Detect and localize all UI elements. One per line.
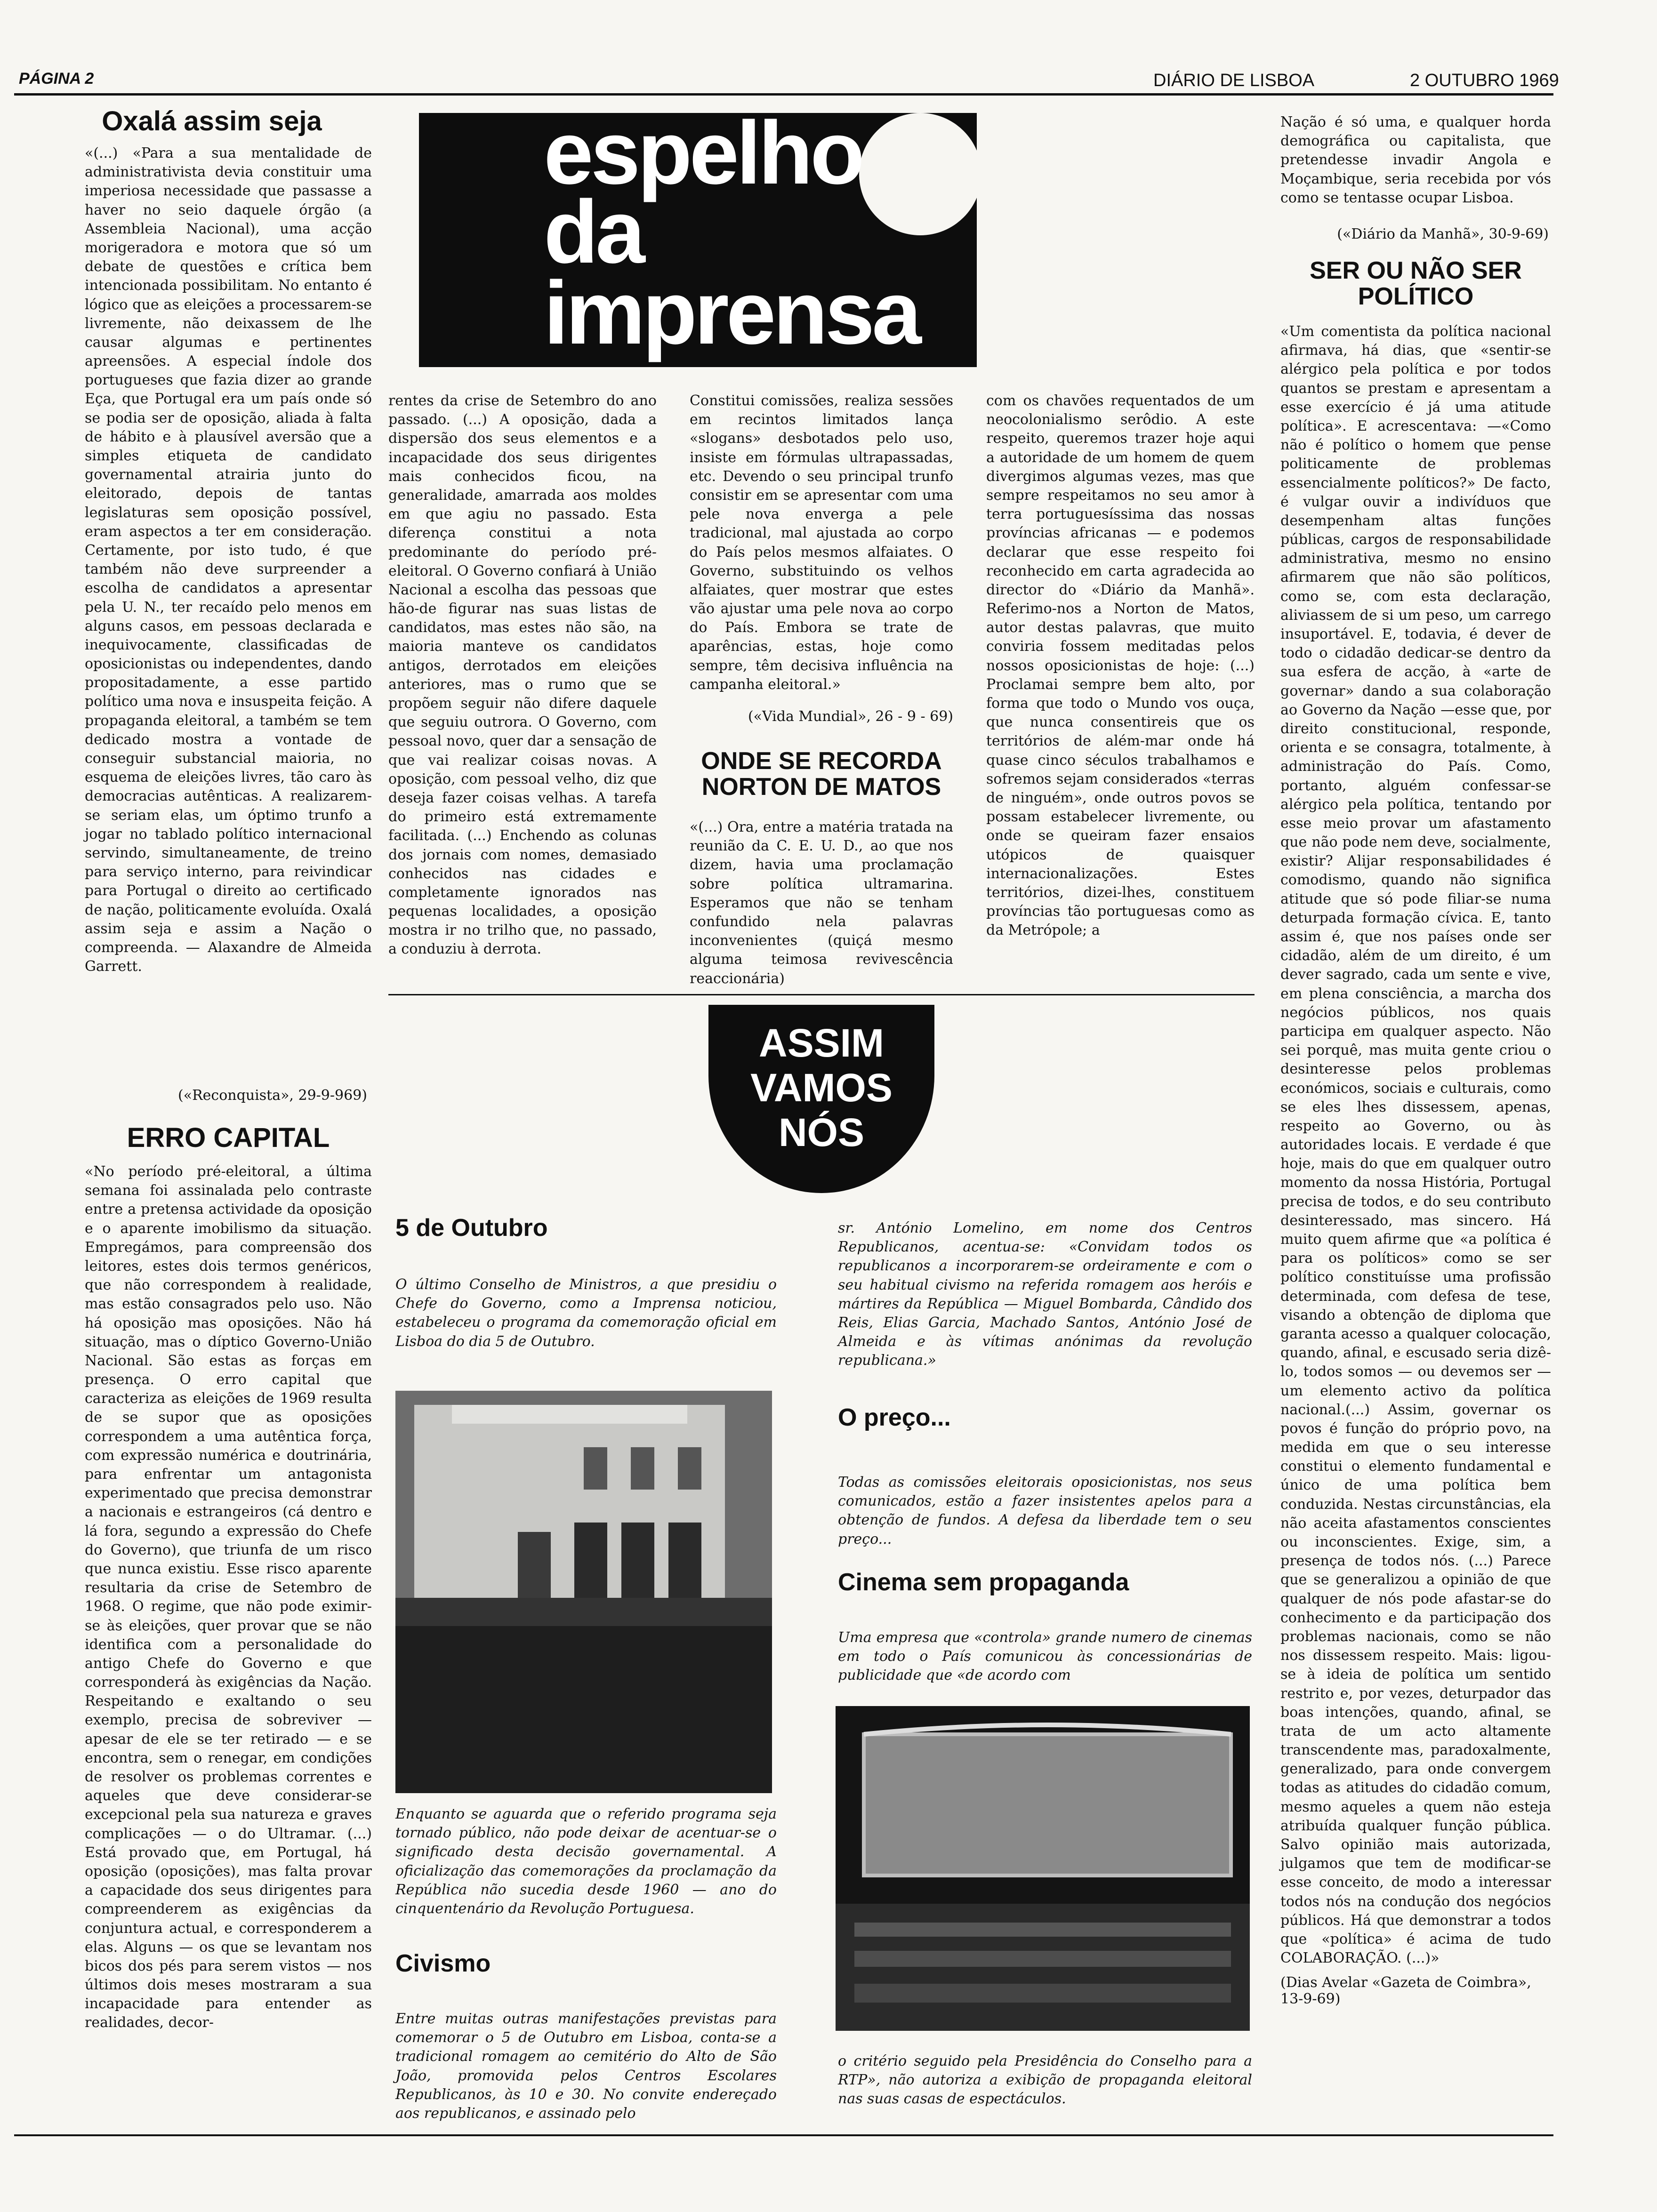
article-column-5-top: Nação é só uma, e qualquer horda demográfica ou capitalista, que pretendesse invadir Angola e Moçambique, seria recebida por vós como se tentasse ocupar Lisboa. (1280, 114, 1551, 206)
article-ser-ou-nao-ser-politico: «Um comentista da política nacional afirmava, há dias, que «sentir-se alérgico pela política e por todos quantos se prestam e apresentam a esse exercício é já uma atitude política». E acrescentava: —«Como não é político o homem que pense politicamente de problemas essencialmente políticos?» De facto, é vulgar ouvir a indivíduos que desempenham altas funções públicas, cargos de responsabilidade administrativa, mesmo no ensino afirmarem que não são políticos, como se, com esta declaração, aliviassem de si um peso, um carrego insuportável. E, todavia, é dever de todo o cidadão dedicar-se dentro da sua esfera de acção, à «arte de governar» dando a sua colaboração ao Governo da Nação —esse que, por direito constitucional, responde, orienta e se consagra, totalmente, à administração do País. Como, portanto, alguém confessar-se alérgico pela política, tentando por esse meio provar um afastamento que não pode nem deve, socialmente, existir? Alijar responsabilidades é comodismo, quando não significa atitude que só pode filiar-se numa deturpada formação cívica. E, tanto assim é, que nos países onde ser cidadão, além de um direito, é um dever sagrado, cada um sente e vive, em plena consciência, a marcha dos negócios públicos, nos quais participa em qualquer aspecto. Não sei porquê, mas muita gente criou o desinteresse pelos problemas económicos, sociais e culturais, como se eles lhes dissessem, apenas, respeito ao Governo, ou às autoridades locais. E verdade é que hoje, mais do que em qualquer outro momento da nossa História, Portugal precisa de todos, e do seu contributo desinteressado, mas sincero. Há muito quem afirme que «a política é para os políticos» como se ser político constituísse uma profissão determinada, com defesa de tese, visando a obtenção de diploma que garanta acesso a qualquer colocação, quando, afinal, e escusado seria dizê-lo, todos somos — ou devemos ser — um elemento activo da política nacional.(...) Assim, governar os povos é função do próprio povo, na medida em que o seu interesse constitui o elemento fundamental e único de uma política bem conduzida. Nestas circunstâncias, ela não aceita afastamentos conscientes ou inconscientes. Exige, sim, a presença de todos nós. (...) Parece que se generalizou a opinião de que qualquer de nós pode afastar-se do conhecimento e da participação dos problemas nacionais, como se não nos dissessem respeito. Mais: ligou-se à ideia de política um sentido restrito e, por vezes, deturpador das boas intenções, quando, afinal, se trata de um acto altamente transcendente mas, paradoxalmente, generalizado, para onde convergem todas as atitudes do cidadão comum, mesmo aqueles a quem não esteja atribuída qualquer função pública. Salvo opinião mais autorizada, julgamos que tem de modificar-se esse conceito, de modo a interessar todos nós na condução dos negócios públicos. Há que demonstrar a todos que «política» é acima de tudo COLABORAÇÃO. (...)» (1280, 323, 1551, 1967)
article-erro-capital: «No período pré-eleitoral, a última semana foi assinalada pelo contraste entre a pretensa actividade da oposição e o aparente imobilismo da situação. Empregámos, para compreensão dos leitores, estes dois termos genéricos, que não correspondem à realidade, mas estão consagrados pelo uso. Não há oposição mas oposições. Não há situação, mas o díptico Governo-União Nacional. São estas as forças em presença. O erro capital que caracteriza as eleições de 1969 resulta de se supor que as oposições correspondem a uma autêntica força, com expressão numérica e doutrinária, para enfrentar um antagonista experimentado que precisa demonstrar a nacionais e estrangeiros (cá dentro e lá fora, segundo a expressão do Chefe do Governo), que triunfa de um risco que nunca existiu. Esse risco aparente resultaria da crise de Setembro de 1968. O regime, que não pode eximir-se às eleições, quer provar que se não identifica com a personalidade do antigo Chefe do Governo e que corresponderá às exigências da Nação. Respeitando e exaltando o seu exemplo, precisa de sobreviver — apesar de ele se ter retirado — e se encontra, sem o renegar, em condições de resolver os problemas correntes e aqueles que deve considerar-se excepcional pela sua natureza e graves complicações — o do Ultramar. (...) Está provado que, em Portugal, há oposição (oposições), mas falta provar a capacidade dos seus dirigentes para compreenderem as exigências da conjuntura actual, e corresponderem a elas. Alguns — os que se levantam nos bicos dos pés para serem vistos — nos últimos dois meses mostraram a sua incapacidade para entender as realidades, decor- (85, 1163, 372, 2031)
article-cinema-sem-propaganda: Uma empresa que «controla» grande numero de cinemas em todo o País comunicou às concessionárias de publicidade que «de acordo com (838, 1629, 1252, 1684)
article-oxala-assim-seja: «(...) «Para a sua mentalidade de administrativista devia constituir uma imperiosa necessidade que passasse a haver no seio daquele órgão (a Assembleia Nacional), uma acção morigeradora e motora que só um debate de questões e crítica bem intencionada possibilitam. No entanto é lógico que as eleições a processarem-se livremente, não deixassem de lhe causar algumas e pertinentes apreensões. A especial índole dos portugueses que fazia dizer ao grande Eça, que Portugal era um país onde só se podia ser de oposição, aliada à falta de hábito e à plausível aversão que a simples etiqueta de candidato governamental atrairia junto do eleitorado, depois de tantas legislaturas sem oposição possível, eram aspectos a ter em consideração. Certamente, por isto tudo, é que também não deve surpreender a escolha de candidatos a apresentar pela U. N., ter recaído pelo menos em alguns casos, em pessoas declarada e inequivocamente, classificadas de oposicionistas ou independentes, dando propositadamente, a esse partido político uma nova e insuspeita feição. A propaganda eleitoral, a também se tem dedicado mostra a vontade de conseguir substancial maioria, no esquema de eleições livres, tão caro às democracias autênticas. A realizarem-se seriam elas, um óptimo trunfo a jogar no tablado político internacional servindo, simultaneamente, de treino para serviço interno, para reivindicar para Portugal o direito ao certificado de nação, politicamente evoluída. Oxalá assim seja e assim a Nação o compreenda. — Alaxandre de Almeida Garrett. (85, 145, 372, 975)
photo-caption-cinema: o critério seguido pela Presidência do Conselho para a RTP», não autoriza a exibição de propaganda eleitoral nas suas casas de espectáculos. (838, 2053, 1252, 2108)
article-norton-de-matos: «(...) Ora, entre a matéria tratada na reunião da C. E. U. D., ao que nos dizem, havia uma proclamação sobre política ultramarina. Esperamos que não se tenham confundido nela palavras inconvenientes (quiçá mesmo alguma teimosa revivescência reaccionária) (690, 819, 953, 987)
article-5-de-outubro: O último Conselho de Ministros, a que presidiu o Chefe do Governo, como a Imprensa noticiou, estabeleceu o programa da comemoração oficial em Lisboa do dia 5 de Outubro. (395, 1276, 777, 1350)
headline-norton-de-matos: ONDE SE RECORDA NORTON DE MATOS (701, 747, 942, 801)
banner-line-1: espelho (544, 103, 862, 203)
page-number: PÁGINA 2 (19, 70, 94, 88)
source-vida-mundial: («Vida Mundial», 26 - 9 - 69) (748, 708, 953, 725)
article-column-4: com os chavões requentados de um neocolonialismo serôdio. A este respeito, queremos trazer hoje aqui a autoridade de um homem de quem divergimos algumas vezes, mas que sempre respeitamos no seu amor à terra portuguesíssima das nossas províncias africanas — e podemos declarar que esse respeito foi reconhecido em carta agradecida ao director do «Diário da Manhã». Referimo-nos a Norton de Matos, autor destas palavras, que muito conviria fossem meditadas pelos nossos oposicionistas de hoje: (...) Proclamai sempre bem alto, por forma que todo o Mundo vos ouça, que nunca consentireis que os territórios de além-mar onde há quase cinco séculos trabalhamos e sofremos sejam considerados «terras de ninguém», onde outros povos se possam estabelecer livremente, ou onde se queiram fazer ensaios utópicos de quaisquer internacionalizações. Estes territórios, dizei-lhes, constituem províncias tão portuguesas como as da Metrópole; a (986, 393, 1255, 939)
espelho-da-imprensa-banner (419, 103, 977, 367)
article-column-3: Constitui comissões, realiza sessões em recintos limitados lança «slogans» desbotados pelo uso, insiste em fórmulas ultrapassadas, etc. Devendo o seu principal trunfo consistir em se apresentar com uma pele nova enverga a pele tradicional, mal ajustada ao corpo do País pelos mesmos alfaiates. O Governo, substituindo os velhos alfaiates, quer mostrar que estes vão ajustar uma pele nova ao corpo do País. Embora se trate de aparências, estas, hoje como sempre, têm decisiva influência na campanha eleitoral.» (690, 393, 953, 693)
headline-erro-capital: ERRO CAPITAL (127, 1122, 330, 1153)
headline-5-de-outubro: 5 de Outubro (395, 1214, 548, 1242)
banner-line-2: da (544, 182, 643, 282)
assim-vamos-nos-badge (708, 1005, 934, 1193)
source-reconquista: («Reconquista», 29-9-969) (178, 1087, 367, 1104)
headline-o-preco: O preço... (838, 1404, 951, 1431)
headline-civismo: Civismo (395, 1950, 491, 1977)
cinema-photo (836, 1706, 1250, 2031)
section-rule (388, 994, 1255, 995)
article-column-2: rentes da crise de Setembro do ano passado. (...) A oposição, dada a dispersão dos seus elementos e a incapacidade dos seus dirigentes mais conhecidos ficou, na generalidade, amarrada aos moldes em que agiu no passado. Esta diferença constitui a nota predominante do período pré-eleitoral. O Governo confiará à União Nacional a escolha das pessoas que hão-de figurar nas suas listas de candidatos, mas estes não são, na maioria manteve os candidatos antigos, derrotados em eleições anteriores, mas o rumo que se propõem seguir não difere daquele que seguiu outrora. O Governo, com pessoal novo, quer dar a sensação de que vai realizar coisas novas. A oposição, com pessoal velho, diz que deseja fazer coisas velhas. A tarefa do primeiro está extremamente facilitada. (...) Enchendo as colunas dos jornais com nomes, demasiado conhecidos nas cidades e completamente ignorados nas pequenas localidades, a oposição mostra ir no trilho que, no passado, a conduziu à derrota. (388, 393, 657, 958)
issue-date: 2 OUTUBRO 1969 (1410, 71, 1559, 90)
article-centros-republicanos: sr. António Lomelino, em nome dos Centros Republicanos, acentua-se: «Convidam todos os republicanos a incorporarem-se ordeiramente e com o seu habitual civismo na referida romagem aos heróis e mártires da República — Miguel Bombarda, Cândido dos Reis, Elias Garcia, Machado Santos, António José de Almeida e às vítimas anónimas da revolução republicana.» (838, 1220, 1252, 1369)
article-o-preco: Todas as comissões eleitorais oposicionistas, nos seus comunicados, estão a fazer insistentes apelos para a obtenção de fundos. A defesa da liberdade tem o seu preço... (838, 1474, 1252, 1547)
headline-oxala-assim-seja: Oxalá assim seja (102, 106, 322, 136)
header-rule (14, 93, 1553, 96)
crowd-photo (395, 1391, 772, 1793)
footer-rule (14, 2134, 1553, 2136)
newspaper-name: DIÁRIO DE LISBOA (1153, 71, 1315, 90)
banner-line-3: imprensa (544, 263, 919, 363)
article-civismo: Entre muitas outras manifestações previstas para comemorar o 5 de Outubro em Lisboa, conta-se a tradicional romagem ao cemitério do Alto de São João, promovida pelos Centros Escolares Republicanos, às 10 e 30. No convite endereçado aos republicanos, e assinado pelo (395, 2011, 777, 2122)
badge-line-2: VAMOS (750, 1066, 893, 1110)
headline-ser-ou-nao-ser-politico: SER OU NÃO SER POLÍTICO (1310, 257, 1522, 310)
headline-cinema-sem-propaganda: Cinema sem propaganda (838, 1569, 1129, 1596)
source-diario-da-manha: («Diário da Manhã», 30-9-69) (1337, 226, 1549, 242)
badge-line-3: NÓS (778, 1110, 865, 1154)
badge-line-1: ASSIM (758, 1021, 885, 1065)
photo-caption-5-de-outubro: Enquanto se aguarda que o referido programa seja tornado público, não pode deixar de acentuar-se o significado desta decisão governamental. A oficialização das comemorações da proclamação da República não sucedia desde 1960 — ano do cinquentenário da Revolução Portuguesa. (395, 1806, 777, 1917)
source-gazeta-de-coimbra: (Dias Avelar «Gazeta de Coimbra», 13-9-69) (1280, 1974, 1531, 2007)
